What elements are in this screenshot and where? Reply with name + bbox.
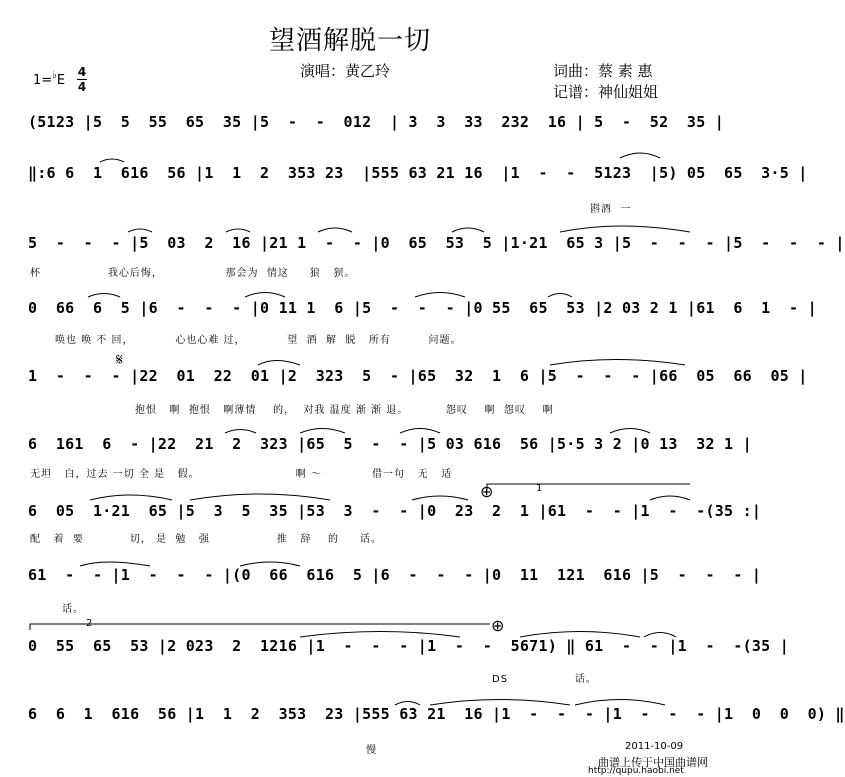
slur [575,700,665,706]
slur [395,702,420,706]
score-row-5: 1 - - - |22 01 22 01 |2 323 5 - |65 32 1 6 |5 - - - |66 05 66 05 | [28,367,808,385]
score-row-6: 6 161 6 - |22 21 2 323 |65 5 - - |5 03 616 56 |5·5 3 2 |0 13 32 1 | [28,435,752,453]
score-row-4: 0 66 6 5 |6 - - - |0 11 1 6 |5 - - - |0 55 65 53 |2 03 2 1 |61 6 1 - | [28,299,817,317]
slur [644,633,676,638]
lyric-row-9: DS 话。 [492,674,597,685]
lyric-row-4: 唤也 唤 不 回， 心也心难 过， 望 酒 解 脱 所有 问题。 [55,335,462,346]
score-row-8: 61 - - |1 - - - |(0 66 616 5 |6 - - - |0 11 121 616 |5 - - - | [28,566,762,584]
lyric-row-10: 慢 [366,745,377,756]
score-row-1: (5123 |5 5 55 65 35 |5 - - 012 | 3 3 33 232 16 | 5 - 52 35 | [28,113,725,131]
slur [452,228,484,232]
flat-sign-icon: ♭ [52,70,57,81]
second-ending-bracket [30,624,490,630]
score-row-10: 6 6 1 616 56 |1 1 2 353 23 |555 63 21 16 |1 - - - |1 - - - |1 0 0 0) ‖ [28,705,845,723]
slur [226,229,250,232]
slur [415,293,465,298]
slur [548,294,572,298]
lyric-row-7: 配 着 要 切， 是 勉 强 推 辞 的 话。 [30,534,382,545]
slur [245,293,285,298]
slur [225,430,256,434]
score-row-7: 6 05 1·21 65 |5 3 5 35 |53 3 - - |0 23 2 1 |61 - - |1 - -(35 :| [28,502,762,520]
slur [412,496,468,500]
lyric-row-3: 杯 我心后悔， 那会为 情这 狼 狈。 [30,268,356,279]
footer-url: http://qupu.haobi.net [588,766,684,776]
slur [610,429,650,434]
slur [80,562,150,566]
slur [520,632,640,638]
slur [300,429,345,434]
slur [128,229,152,232]
second-ending-number: 2 [86,618,93,629]
slur [650,496,690,500]
first-ending-bracket [487,484,690,490]
slur [620,153,660,158]
singer-credit: 演唱：黄乙玲 [300,62,391,80]
slur [258,361,300,366]
key-note: E [56,73,66,88]
slur [90,495,172,500]
slur [300,632,460,638]
coda-icon-2: ⊕ [491,616,505,635]
slur [400,429,440,434]
slur [560,226,690,232]
date-label: 2011-10-09 [625,741,684,752]
lyric-row-8: 话。 [62,604,84,615]
coda-icon: ⊕ [480,482,494,501]
song-title: 望酒解脱一切 [268,26,431,56]
key-prefix: 1= [33,73,53,88]
score-row-2: ‖:6 6 1 616 56 |1 1 2 353 23 |555 63 21 16 |1 - - 5123 |5) 05 65 3·5 | [28,164,808,182]
slur [100,159,124,162]
segno-icon: 𝄋 [116,350,123,369]
score-row-9: 0 55 65 53 |2 023 2 1216 |1 - - - |1 - - 5671) ‖ 61 - - |1 - -(35 | [28,637,790,655]
footer-site-name: 曲谱上传于中国曲谱网 [598,756,708,769]
first-ending-number: 1 [536,483,543,494]
transcriber-credit: 记谱：神仙姐姐 [553,83,659,101]
time-signature-top: 4 [77,65,87,79]
slur [240,562,300,566]
lyric-row-6: 无坦 白，过去 一切 全 是 假。 啊 ～ 借一句 无 适 [30,469,453,480]
time-signature-bottom: 4 [77,80,87,94]
slur [190,494,330,500]
slur [318,228,352,232]
lyric-row-2: 斟酒 一 [590,204,632,215]
slur [88,294,120,298]
score-row-3: 5 - - - |5 03 2 16 |21 1 - - |0 65 53 5 |1·21 65 3 |5 - - - |5 - - - | [28,234,845,252]
composer-credit: 词曲：蔡 素 惠 [553,62,653,80]
slur [550,360,685,366]
lyric-row-5: 抱恨 啊 抱恨 啊薄情 的， 对我 温度 渐 渐 退。 怨叹 啊 怨叹 啊 [135,405,554,416]
slur [430,700,570,706]
